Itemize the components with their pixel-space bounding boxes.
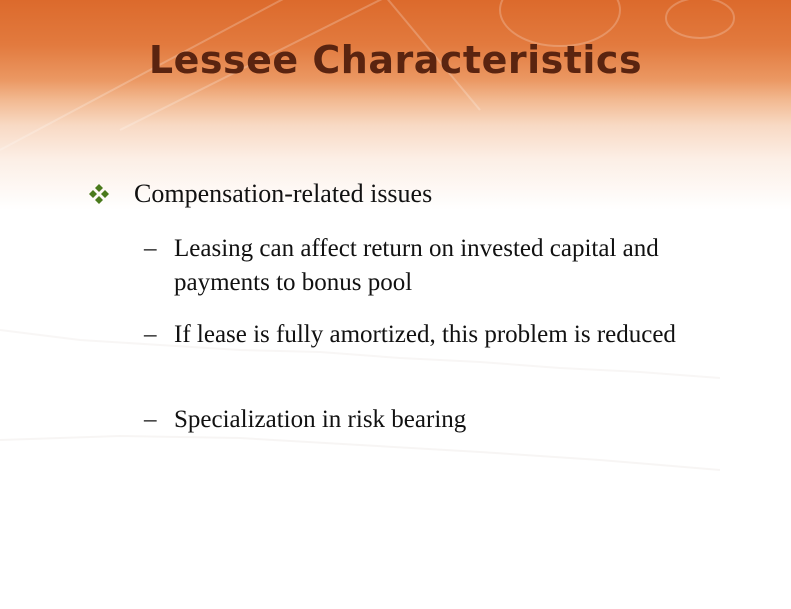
dash-marker: –: [144, 406, 157, 433]
subitem-risk-bearing: [144, 403, 744, 437]
subitem-label: Leasing can affect return on invested capital and payments to bonus pool: [174, 235, 659, 296]
dash-marker: –: [144, 321, 157, 348]
dash-marker: –: [144, 235, 157, 262]
diamond-bullet-icon: [88, 183, 110, 205]
bullet-label: Compensation-related issues: [134, 179, 433, 208]
subitem-label: If lease is fully amortized, this problem is reduced: [174, 321, 676, 348]
slide-title: Lessee Characteristics: [148, 38, 643, 82]
subitem-leasing-roic: [144, 232, 744, 300]
subitem-fully-amortized: [144, 318, 744, 352]
subitem-label: Specialization in risk bearing: [174, 406, 467, 433]
